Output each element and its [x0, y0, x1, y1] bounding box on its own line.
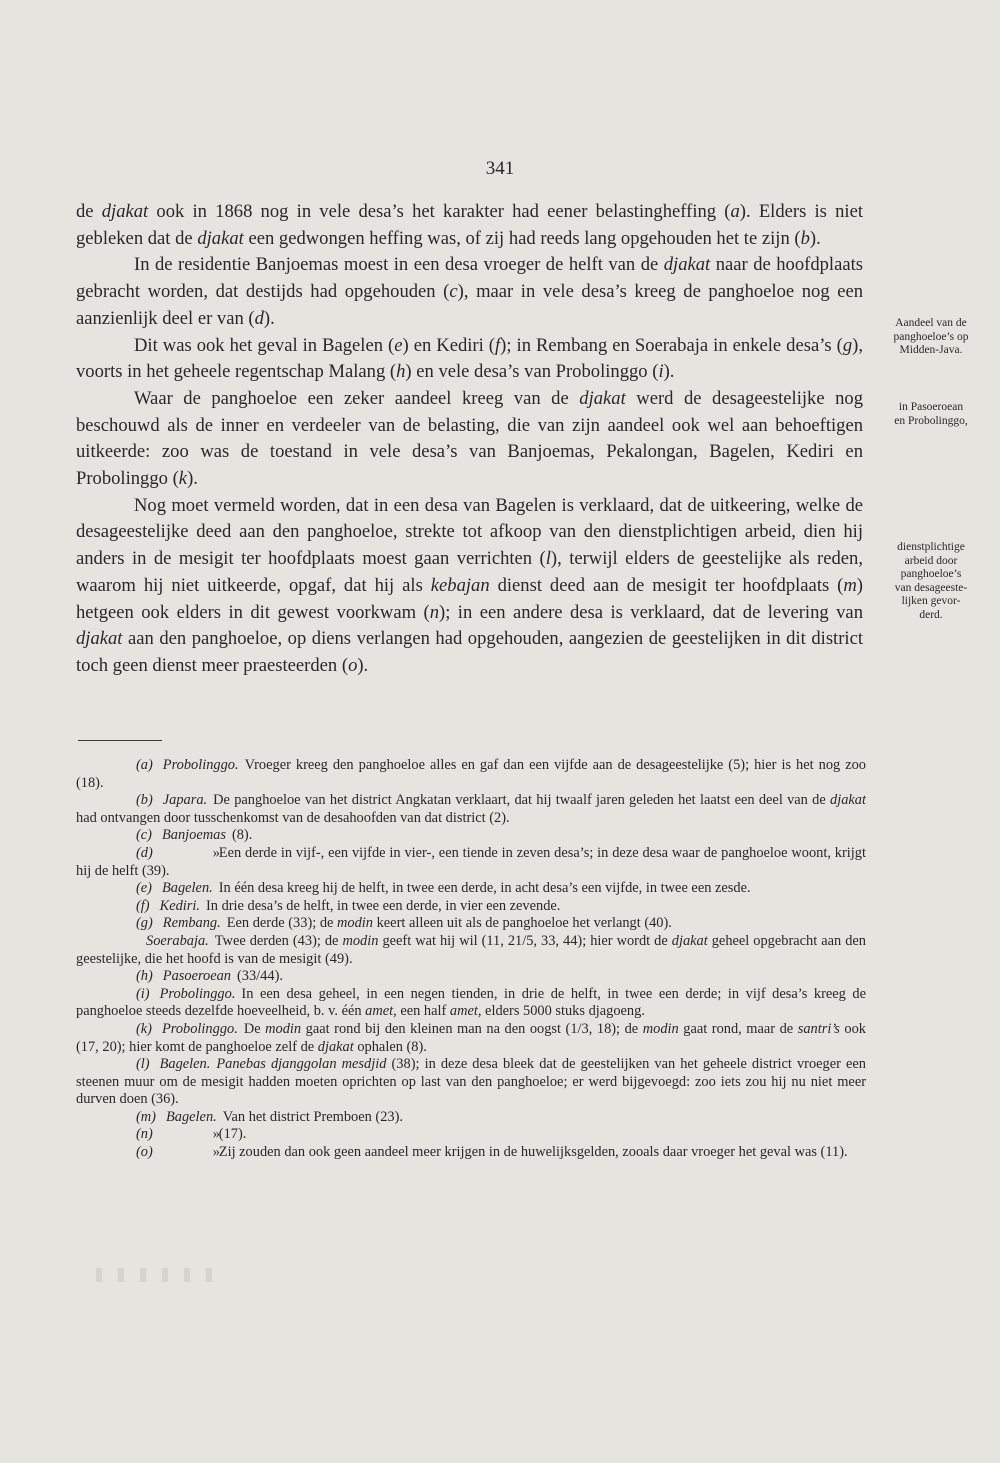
- paragraph: [76, 333, 863, 386]
- footnote-place: Banjoemas: [161, 827, 226, 844]
- text-run: ); in Rembang en Soerabaja in enkele desa’s (: [500, 334, 843, 356]
- text-run: geeft wat hij wil (11, 21/5, 33, 44); hier wordt de: [378, 932, 672, 949]
- text-run: kebajan: [430, 574, 490, 596]
- text-run: Twee derden (43); de: [214, 932, 343, 949]
- footnote-label: (d): [136, 844, 153, 861]
- footnote-label: (h): [136, 968, 153, 985]
- text-run: djakat: [830, 792, 866, 809]
- text-run: gaat rond, maar de: [678, 1020, 798, 1037]
- text-run: De: [243, 1020, 266, 1037]
- footnote-label: (c): [136, 827, 152, 844]
- ditto-mark: »: [212, 1126, 220, 1143]
- footnote-text: [232, 827, 252, 843]
- footnote-label: (g): [136, 915, 153, 932]
- text-run: e: [394, 334, 403, 356]
- text-run: ).: [187, 468, 198, 490]
- text-run: (8).: [231, 827, 253, 844]
- text-run: djakat: [663, 254, 711, 276]
- text-run: d: [254, 307, 264, 329]
- text-run: (33/44).: [237, 968, 283, 985]
- footnote: [76, 1126, 866, 1144]
- margin-note-line: in Pasoeroean: [898, 401, 964, 413]
- text-run: modin: [342, 932, 379, 949]
- footnote-label: (n): [136, 1126, 153, 1143]
- footnote-place: Bagelen.: [159, 1056, 211, 1073]
- text-run: m: [843, 574, 857, 596]
- footnote: [76, 1021, 866, 1056]
- text-run: ), terwijl elders de geestelijke als reden, waarom hij niet uitkeerde, opgaf, dat hij als: [76, 548, 863, 596]
- footnote-label: (o): [136, 1144, 153, 1161]
- footnote-label: (i): [136, 985, 150, 1002]
- text-run: ).: [809, 227, 821, 249]
- text-run: de: [76, 201, 102, 222]
- text-run: h: [396, 361, 406, 383]
- footnote-place: Probolinggo.: [159, 985, 236, 1002]
- text-run: ) en Kediri (: [402, 334, 495, 356]
- footnote: [76, 898, 866, 916]
- text-run: dienst deed aan de mesigit ter hoofdplaats (: [489, 574, 844, 596]
- footnotes: [76, 757, 866, 1162]
- footnote-text: [237, 968, 283, 984]
- footnote-label: (k): [136, 1020, 152, 1037]
- footnote-text: [223, 1109, 403, 1125]
- margin-note-line: Aandeel van de: [895, 317, 967, 329]
- text-run: een gedwongen heffing was, of zij had reeds lang opgehouden het te zijn (: [243, 227, 801, 249]
- text-run: djakat: [671, 932, 708, 949]
- margin-note-line: Midden-Java.: [899, 344, 963, 356]
- margin-note: [866, 317, 996, 358]
- text-run: keert alleen uit als de panghoeloe het verlangt (40).: [373, 915, 672, 932]
- footnote-place: Rembang.: [162, 915, 221, 932]
- text-run: Panebas djanggolan mesdjid: [216, 1056, 387, 1073]
- text-run: a: [730, 201, 740, 222]
- page-number: 341: [485, 158, 515, 179]
- margin-note-line: panghoeloe’s: [900, 568, 962, 580]
- footnote: [76, 933, 866, 968]
- footnote-label: (f): [136, 897, 150, 914]
- paragraph: [76, 493, 863, 680]
- text-run: ophalen (8).: [353, 1038, 427, 1055]
- footnote-divider: [78, 740, 162, 741]
- text-run: Nog moet vermeld worden, dat in een desa van Bagelen is verklaard, dat de uitkeering, welke de desageestelijke deed aan den panghoeloe, strekte tot afkoop van den dienstplichtigen arbeid, dien hij anders in de mesigit ter hoofdplaats moest gaan verrichten (: [76, 494, 863, 570]
- text-run: f: [494, 334, 501, 356]
- text-run: In de residentie Banjoemas moest in een desa vroeger de helft van de: [134, 254, 664, 276]
- text-run: De panghoeloe van het district Angkatan verklaart, dat hij twaalf jaren geleden het laatst een deel van de: [213, 792, 831, 809]
- margin-note: [866, 401, 996, 428]
- margin-note-line: dienstplichtige: [897, 541, 965, 553]
- margin-note-line: arbeid door: [904, 554, 958, 567]
- text-run: djakat: [317, 1038, 354, 1055]
- footnote-label: (l): [136, 1056, 150, 1073]
- text-run: werd de desageestelijke nog beschouwd als de inner en verdeeler van de belasting, die van zijn aandeel ook wel aan behoeftigen uitkeerde: zoo was de toestand in vele desa’s van Banjoemas, Pekalongan, Bagelen, Kediri en Probolinggo (: [76, 387, 864, 490]
- text-run: ook in 1868 nog in vele desa’s het karakter had eener belastingheffing (: [148, 201, 731, 222]
- text-run: k: [178, 468, 188, 490]
- margin-note: [866, 541, 996, 622]
- text-run: Een derde (33); de: [226, 915, 338, 932]
- text-run: Van het district Premboen (23).: [222, 1108, 403, 1125]
- text-run: ). Elders is niet gebleken dat de: [76, 201, 863, 249]
- text-run: ).: [663, 361, 675, 383]
- text-run: geheel opgebracht aan den geestelijke, die het hoofd is van de mesigit (49).: [76, 932, 866, 967]
- ditto-mark: »: [212, 1144, 220, 1161]
- footnote: [76, 915, 866, 933]
- text-run: c: [449, 281, 458, 303]
- text-run: amet: [365, 1003, 394, 1020]
- text-run: , een half: [393, 1003, 450, 1020]
- text-run: Zij zouden dan ook geen aandeel meer krijgen in de huwelijksgelden, zooals daar vroeger het geval was (11).: [218, 1144, 848, 1161]
- footnote-place: Kediri.: [159, 897, 200, 914]
- footnote: [76, 845, 866, 880]
- footnote: [76, 986, 866, 1021]
- footnote-place: Probolinggo.: [162, 757, 239, 773]
- footnote-text: [219, 1126, 247, 1142]
- text-run: ), maar in vele desa’s kreeg de panghoeloe nog een aanzienlijk deel er van (: [76, 281, 863, 329]
- text-run: (17).: [218, 1126, 247, 1143]
- footnote: [76, 968, 866, 986]
- main-text: [76, 199, 863, 680]
- text-run: ); in een andere desa is verklaard, dat de levering van: [439, 601, 863, 623]
- margin-note-line: lijken gevor-: [901, 595, 961, 607]
- text-run: Dit was ook het geval in Bagelen (: [134, 334, 395, 356]
- footnote-label: (a): [136, 757, 153, 773]
- text-run: ook (17, 20); hier komt de panghoeloe zelf de: [76, 1020, 866, 1055]
- text-run: had ontvangen door tusschenkomst van de desahoofden van dat district (2).: [76, 809, 510, 826]
- paragraph: [76, 199, 863, 252]
- margin-note-line: en Probolinggo,: [894, 414, 968, 427]
- footnote-place: Bagelen.: [161, 880, 213, 897]
- footnote-place: Soerabaja.: [146, 932, 209, 949]
- text-run: djakat: [76, 628, 123, 650]
- footnote-label: (e): [136, 880, 152, 897]
- text-run: i: [658, 361, 664, 383]
- text-run: g: [842, 334, 853, 356]
- footnote-place: Pasoeroean: [162, 968, 231, 985]
- text-run: ).: [263, 307, 275, 329]
- text-run: ) en vele desa’s van Probolinggo (: [405, 361, 659, 383]
- text-run: djakat: [579, 387, 626, 409]
- text-run: ), voorts in het geheele regentschap Malang (: [76, 334, 863, 383]
- text-run: Een derde in vijf-, een vijfde in vier-, een tiende in zeven desa’s; in deze desa waar de panghoeloe woont, krijgt hij de helft (39).: [76, 844, 866, 879]
- footnote: [76, 757, 866, 792]
- footnote-place: Probolinggo.: [161, 1020, 238, 1037]
- text-run: modin: [337, 915, 373, 932]
- text-run: santri’s: [797, 1020, 840, 1037]
- footnote: [76, 880, 866, 898]
- text-run: (38); in deze desa bleek dat de geestelijken van het geheele district vroeger een steenen muur om de mesigit hadden moeten oprichten op last van den panghoeloe; er werd bijgevoegd: zoo iets zou hij nu niet meer durven doen (36).: [76, 1056, 866, 1108]
- text-run: , elders 5000 stuks djagoeng.: [477, 1003, 645, 1020]
- text-run: amet: [449, 1003, 478, 1020]
- footnote: [76, 1056, 866, 1109]
- text-run: djakat: [197, 227, 244, 249]
- footnote: [76, 827, 866, 845]
- footnote-place: Bagelen.: [165, 1108, 217, 1125]
- text-run: In een desa geheel, in een negen tienden, in drie de helft, in twee een derde; in vijf desa’s kreeg de panghoeloe steeds dezelfde hoeveelheid, b. v. één: [76, 985, 866, 1020]
- text-run: o: [348, 654, 358, 676]
- scan-smudge: [96, 1268, 226, 1282]
- footnote-text: [227, 915, 672, 931]
- paragraph: [76, 252, 863, 332]
- text-run: In drie desa’s de helft, in twee een derde, in vier een zevende.: [205, 897, 561, 914]
- footnote-text: [219, 1144, 848, 1160]
- text-run: aan den panghoeloe, op diens verlangen had opgehouden, aangezien de geestelijken in dit district toch geen dienst meer praesteerden (: [76, 628, 863, 676]
- margin-note-line: derd.: [919, 608, 943, 621]
- paragraph: [76, 386, 863, 493]
- text-run: modin: [642, 1020, 679, 1037]
- footnote-label: (m): [136, 1108, 156, 1125]
- footnote-place: Japara.: [162, 792, 208, 809]
- footnote-label: (b): [136, 792, 153, 809]
- text-run: l: [545, 548, 551, 570]
- footnote: [76, 1109, 866, 1127]
- text-run: ) hetgeen ook elders in dit gewest voorkwam (: [76, 574, 863, 623]
- text-run: Waar de panghoeloe een zeker aandeel kreeg van de: [134, 387, 580, 409]
- text-run: modin: [265, 1020, 302, 1037]
- margin-note-line: van desageeste-: [894, 581, 968, 594]
- footnote-text: [206, 898, 560, 914]
- text-run: naar de hoofdplaats gebracht worden, dat destijds had opgehouden (: [76, 254, 863, 303]
- ditto-mark: »: [212, 844, 220, 861]
- margin-note-line: panghoeloe’s op: [893, 330, 969, 343]
- footnote: [76, 1144, 866, 1162]
- footnote-text: [219, 880, 751, 896]
- text-run: djakat: [101, 201, 149, 222]
- text-run: ).: [357, 654, 369, 676]
- text-run: n: [429, 601, 439, 623]
- text-run: b: [800, 227, 810, 249]
- text-run: In één desa kreeg hij de helft, in twee een derde, in acht desa’s een vijfde, in twee een zesde.: [218, 880, 751, 897]
- footnote: [76, 792, 866, 827]
- text-run: Vroeger kreeg den panghoeloe alles en gaf dan een vijfde aan de desageestelijke (5); hier is het nog zoo (18).: [76, 757, 866, 791]
- text-run: gaat rond bij den kleinen man na den oogst (1/3, 18); de: [301, 1020, 643, 1037]
